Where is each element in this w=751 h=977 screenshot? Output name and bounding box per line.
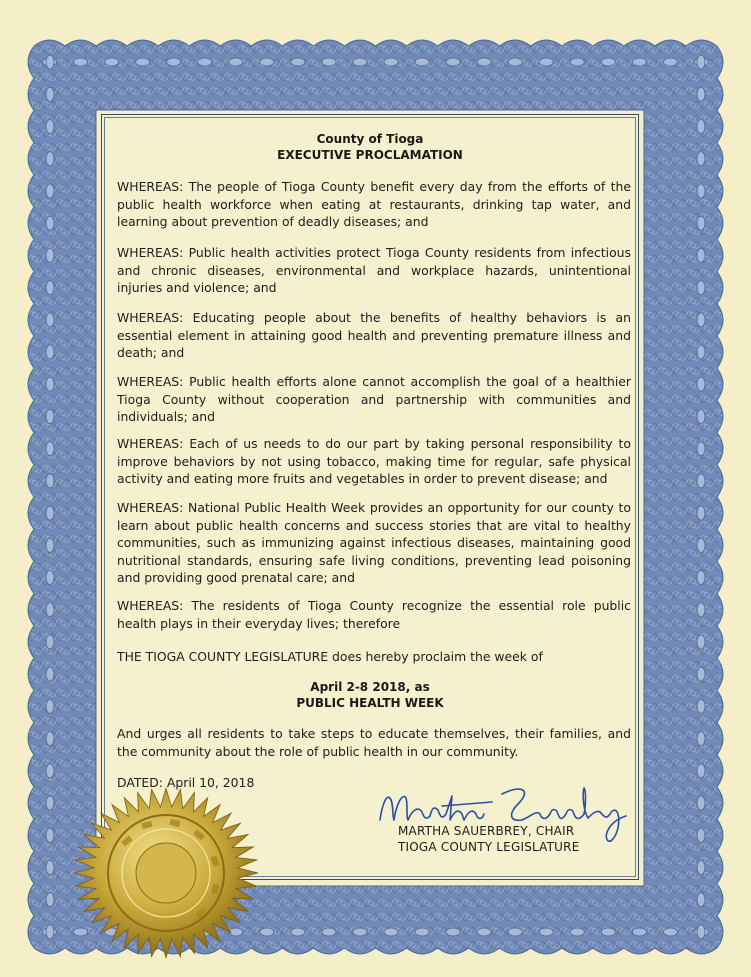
proclaim-line: THE TIOGA COUNTY LEGISLATURE does hereby proclaim the week of	[117, 649, 543, 664]
gold-seal-icon	[56, 778, 276, 968]
week-dates: April 2-8 2018, as	[310, 680, 430, 694]
whereas-3: WHEREAS: Educating people about the benefits of healthy behaviors is an essential element in attaining good health and preventing premature illness and death; and	[117, 310, 631, 361]
signatory-org: TIOGA COUNTY LEGISLATURE	[398, 840, 580, 854]
urges-paragraph: And urges all residents to take steps to educate themselves, their families, and the community about the role of public health in our community.	[117, 726, 631, 759]
signatory-name: MARTHA SAUERBREY, CHAIR	[398, 824, 575, 838]
whereas-5: WHEREAS: Each of us needs to do our part by taking personal responsibility to improve behaviors by not using tobacco, making time for regular, safe physical activity and eating more fruits and vegetables in order to prevent disease; and	[117, 436, 631, 487]
inner-panel-line	[104, 117, 636, 877]
whereas-7: WHEREAS: The residents of Tioga County recognize the essential role public health plays in their everyday lives; therefore	[117, 598, 631, 631]
whereas-2: WHEREAS: Public health activities protect Tioga County residents from infectious and chronic diseases, environmental and workplace hazards, unintentional injuries and violence; and	[117, 245, 631, 296]
whereas-1: WHEREAS: The people of Tioga County benefit every day from the efforts of the public health workforce when eating at restaurants, drinking tap water, and learning about prevention of deadly diseases; and	[117, 179, 631, 230]
whereas-6: WHEREAS: National Public Health Week provides an opportunity for our county to learn about public health concerns and success stories that are vital to healthy communities, such as immunizing against infectious diseases, maintaining good nutritional standards, ensuring safe living conditions, preventing lead poisoning and providing good prenatal care; and	[117, 500, 631, 586]
dated-line: DATED: April 10, 2018	[117, 775, 255, 790]
county-name: County of Tioga	[316, 132, 424, 146]
whereas-4: WHEREAS: Public health efforts alone cannot accomplish the goal of a healthier Tioga County without cooperation and partnership with communities and individuals; and	[117, 374, 631, 425]
week-name: PUBLIC HEALTH WEEK	[296, 696, 444, 710]
proclamation-title: EXECUTIVE PROCLAMATION	[277, 148, 463, 162]
